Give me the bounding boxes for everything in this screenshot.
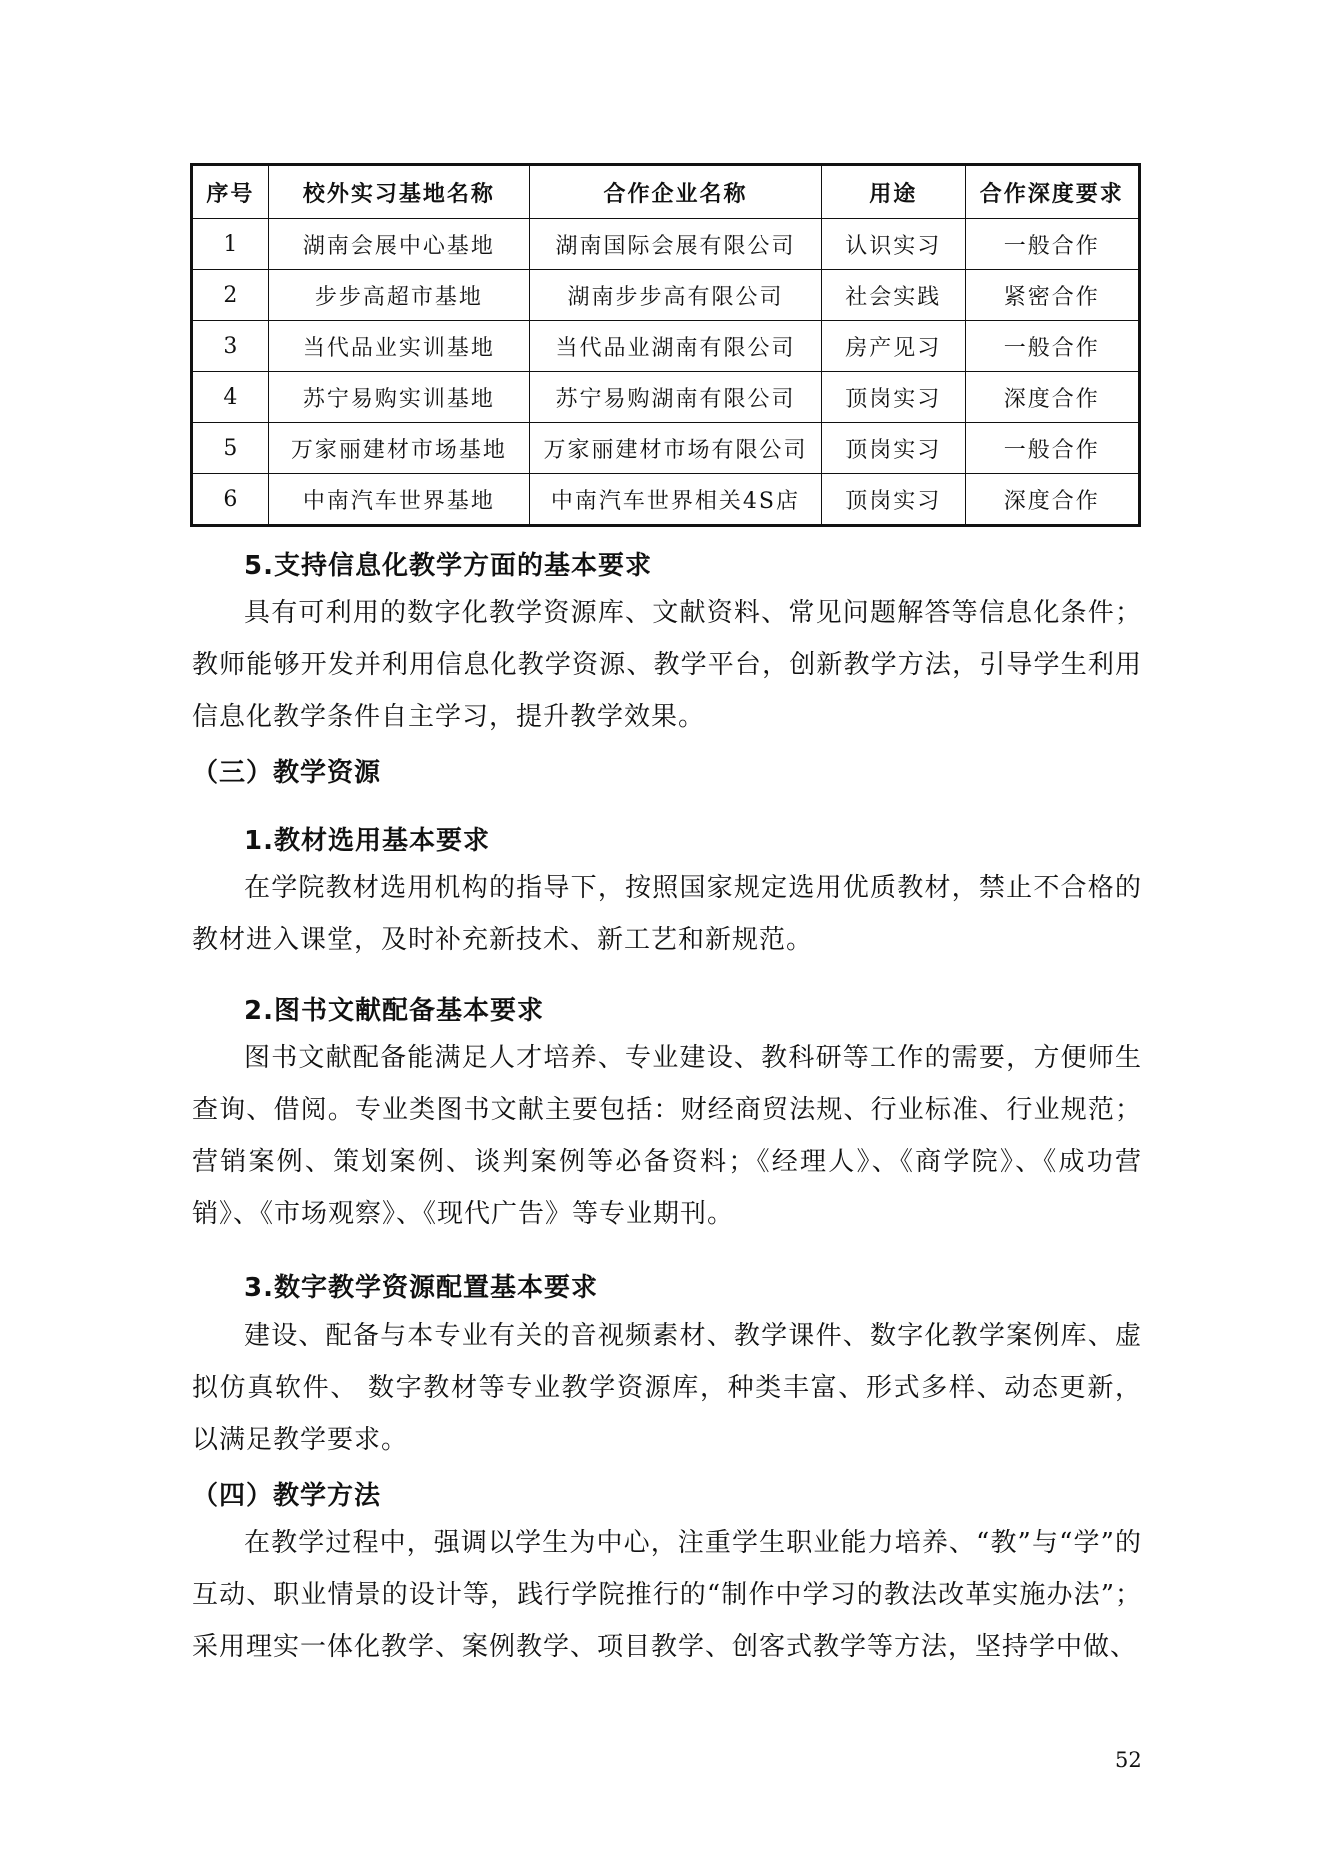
- cell-purpose: 认识实习: [821, 219, 965, 270]
- cell-company-name: 中南汽车世界相关4S店: [529, 474, 821, 526]
- cell-index: 1: [192, 219, 269, 270]
- cell-purpose: 房产见习: [821, 321, 965, 372]
- header-cooperation-depth: 合作深度要求: [965, 165, 1139, 219]
- cell-index: 2: [192, 270, 269, 321]
- cell-base-name: 中南汽车世界基地: [268, 474, 529, 526]
- paragraph: 具有可利用的数字化教学资源库、文献资料、常见问题解答等信息化条件；教师能够开发并利用信息化教学资源、教学平台，创新教学方法，引导学生利用信息化教学条件自主学习，提升教学效果。: [192, 598, 1142, 732]
- cell-base-name: 万家丽建材市场基地: [268, 423, 529, 474]
- table-header-row: [192, 165, 1140, 219]
- part-heading: （四）教学方法: [192, 1481, 382, 1511]
- cell-index: 5: [192, 423, 269, 474]
- cell-company-name: 万家丽建材市场有限公司: [529, 423, 821, 474]
- cell-company-name: 当代品业湖南有限公司: [529, 321, 821, 372]
- cell-base-name: 湖南会展中心基地: [268, 219, 529, 270]
- cell-cooperation-depth: 深度合作: [965, 372, 1139, 423]
- cell-purpose: 顶岗实习: [821, 474, 965, 526]
- cell-company-name: 苏宁易购湖南有限公司: [529, 372, 821, 423]
- cell-cooperation-depth: 一般合作: [965, 321, 1139, 372]
- cell-cooperation-depth: 一般合作: [965, 423, 1139, 474]
- cell-base-name: 当代品业实训基地: [268, 321, 529, 372]
- paragraph: 在教学过程中，强调以学生为中心，注重学生职业能力培养、“教”与“学”的互动、职业情景的设计等，践行学院推行的“制作中学习的教法改革实施办法”；采用理实一体化教学、案例教学、项目教学、创客式教学等方法，坚持学中做、: [192, 1528, 1142, 1662]
- table-row: [192, 372, 1140, 423]
- cell-index: 3: [192, 321, 269, 372]
- cell-purpose: 社会实践: [821, 270, 965, 321]
- cell-cooperation-depth: 一般合作: [965, 219, 1139, 270]
- part-heading: （三）教学资源: [192, 758, 382, 788]
- practice-base-table: [190, 163, 1141, 527]
- header-company-name: 合作企业名称: [529, 165, 821, 219]
- table-row: [192, 423, 1140, 474]
- section-heading: 3.数字教学资源配置基本要求: [244, 1273, 598, 1303]
- cell-cooperation-depth: 深度合作: [965, 474, 1139, 526]
- page-number: 52: [1115, 1748, 1142, 1772]
- cell-index: 4: [192, 372, 269, 423]
- cell-company-name: 湖南国际会展有限公司: [529, 219, 821, 270]
- cell-company-name: 湖南步步高有限公司: [529, 270, 821, 321]
- cell-cooperation-depth: 紧密合作: [965, 270, 1139, 321]
- section-heading: 2.图书文献配备基本要求: [244, 996, 544, 1026]
- header-purpose: 用途: [821, 165, 965, 219]
- table-row: [192, 219, 1140, 270]
- cell-base-name: 苏宁易购实训基地: [268, 372, 529, 423]
- cell-index: 6: [192, 474, 269, 526]
- paragraph: 在学院教材选用机构的指导下，按照国家规定选用优质教材，禁止不合格的教材进入课堂，及时补充新技术、新工艺和新规范。: [192, 873, 1142, 955]
- table-row: [192, 321, 1140, 372]
- cell-base-name: 步步高超市基地: [268, 270, 529, 321]
- section-heading: 5.支持信息化教学方面的基本要求: [244, 551, 652, 581]
- paragraph: 图书文献配备能满足人才培养、专业建设、教科研等工作的需要，方便师生查询、借阅。专业类图书文献主要包括：财经商贸法规、行业标准、行业规范；营销案例、策划案例、谈判案例等必备资料；《经理人》、《商学院》、《成功营销》、《市场观察》、《现代广告》等专业期刊。: [192, 1043, 1142, 1229]
- table-row: [192, 270, 1140, 321]
- cell-purpose: 顶岗实习: [821, 423, 965, 474]
- paragraph: 建设、配备与本专业有关的音视频素材、教学课件、数字化教学案例库、虚拟仿真软件、 数字教材等专业教学资源库，种类丰富、形式多样、动态更新，以满足教学要求。: [192, 1321, 1142, 1455]
- cell-purpose: 顶岗实习: [821, 372, 965, 423]
- section-heading: 1.教材选用基本要求: [244, 826, 490, 856]
- table-row: [192, 474, 1140, 526]
- header-base-name: 校外实习基地名称: [268, 165, 529, 219]
- header-index: 序号: [192, 165, 269, 219]
